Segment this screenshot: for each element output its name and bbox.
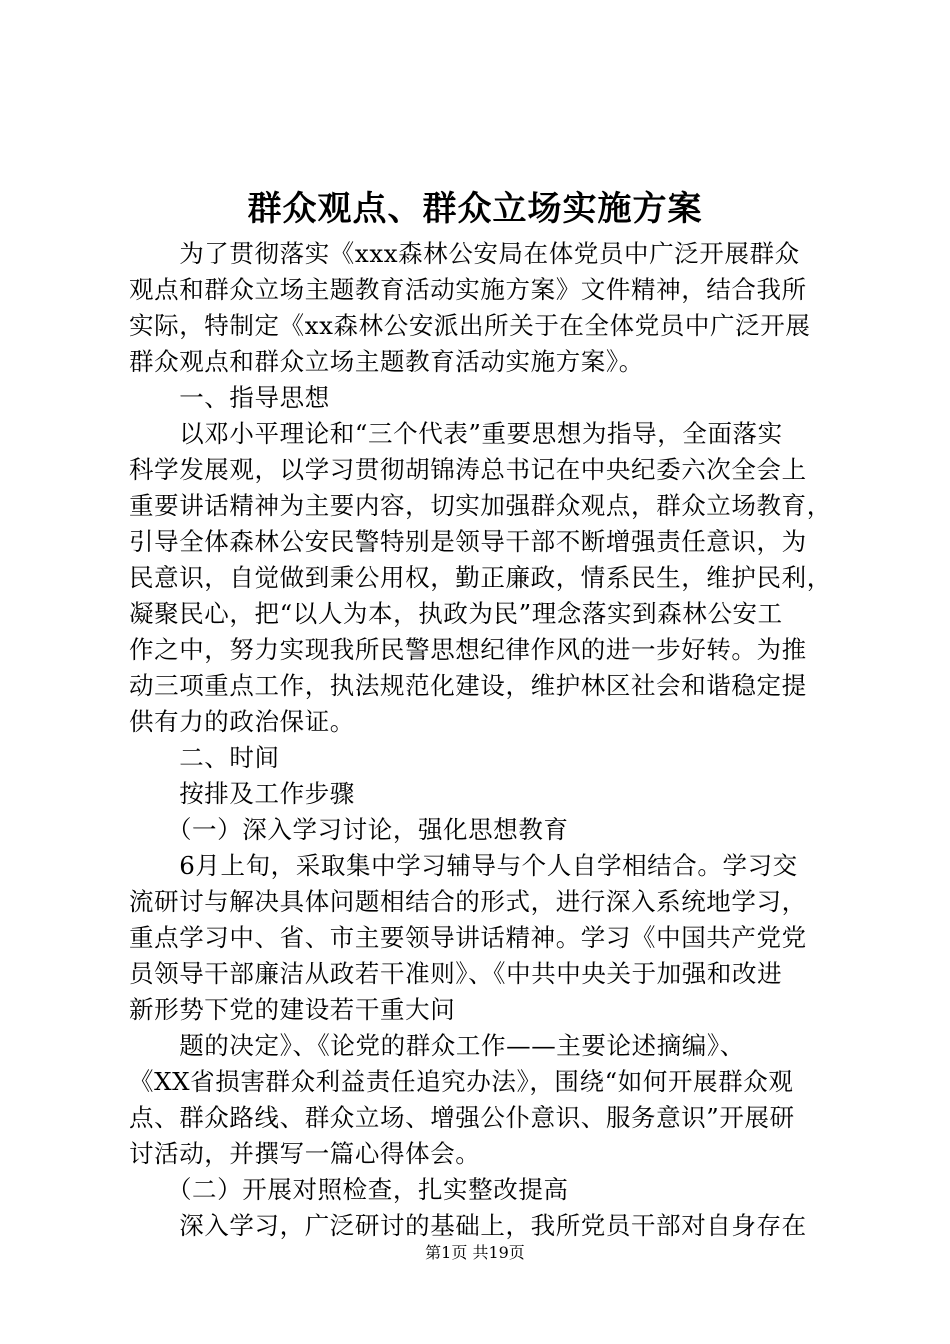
body-line: 为了贯彻落实《xxx森林公安局在体党员中广泛开展群众 (129, 239, 800, 268)
body-line: 科学发展观，以学习贯彻胡锦涛总书记在中央纪委六次全会上 (129, 455, 807, 484)
body-line: 《XX省损害群众利益责任追究办法》，围绕“如何开展群众观 (129, 1067, 794, 1096)
body-line: 流研讨与解决具体问题相结合的形式，进行深入系统地学习， (129, 887, 807, 916)
body-line: 新形势下党的建设若干重大问 (129, 995, 456, 1024)
body-line: 点、群众路线、群众立场、增强公仆意识、服务意识”开展研 (129, 1103, 795, 1132)
subsection-heading: （一）深入学习讨论，强化思想教育 (129, 815, 569, 844)
subsection-heading: （二）开展对照检查，扎实整改提高 (129, 1175, 569, 1204)
body-line: 作之中，努力实现我所民警思想纪律作风的进一步好转。为推 (129, 635, 807, 664)
body-line: 员领导干部廉洁从政若干准则》、《中共中央关于加强和改进 (129, 959, 783, 988)
body-line: 按排及工作步骤 (129, 779, 355, 808)
body-line: 题的决定》、《论党的群众工作——主要论述摘编》、 (129, 1031, 745, 1060)
body-line: 民意识，自觉做到秉公用权，勤正廉政，情系民生，维护民利， (129, 563, 832, 592)
body-line: 凝聚民心，把“以人为本，执政为民”理念落实到森林公安工 (129, 599, 783, 628)
document-title: 群众观点、群众立场实施方案 (247, 189, 703, 229)
body-line: 供有力的政治保证。 (129, 707, 355, 736)
body-line: 群众观点和群众立场主题教育活动实施方案》。 (129, 347, 644, 376)
body-line: 深入学习，广泛研讨的基础上，我所党员干部对自身存在 (129, 1211, 807, 1240)
body-line: 引导全体森林公安民警特别是领导干部不断增强责任意识，为 (129, 527, 807, 556)
body-line: 6月上旬，采取集中学习辅导与个人自学相结合。学习交 (129, 851, 798, 880)
section-heading: 二、时间 (129, 743, 280, 772)
body-line: 重点学习中、省、市主要领导讲话精神。学习《中国共产党党 (129, 923, 807, 952)
page-number: 第1页 共19页 (425, 1243, 525, 1262)
body-line: 动三项重点工作，执法规范化建设，维护林区社会和谐稳定提 (129, 671, 807, 700)
body-line: 重要讲话精神为主要内容，切实加强群众观点，群众立场教育， (129, 491, 832, 520)
body-line: 观点和群众立场主题教育活动实施方案》文件精神，结合我所 (129, 275, 807, 304)
section-heading: 一、指导思想 (129, 383, 330, 412)
body-line: 以邓小平理论和“三个代表”重要思想为指导，全面落实 (129, 419, 783, 448)
body-line: 实际，特制定《xx森林公安派出所关于在全体党员中广泛开展 (129, 311, 811, 340)
body-line: 讨活动，并撰写一篇心得体会。 (129, 1139, 481, 1168)
